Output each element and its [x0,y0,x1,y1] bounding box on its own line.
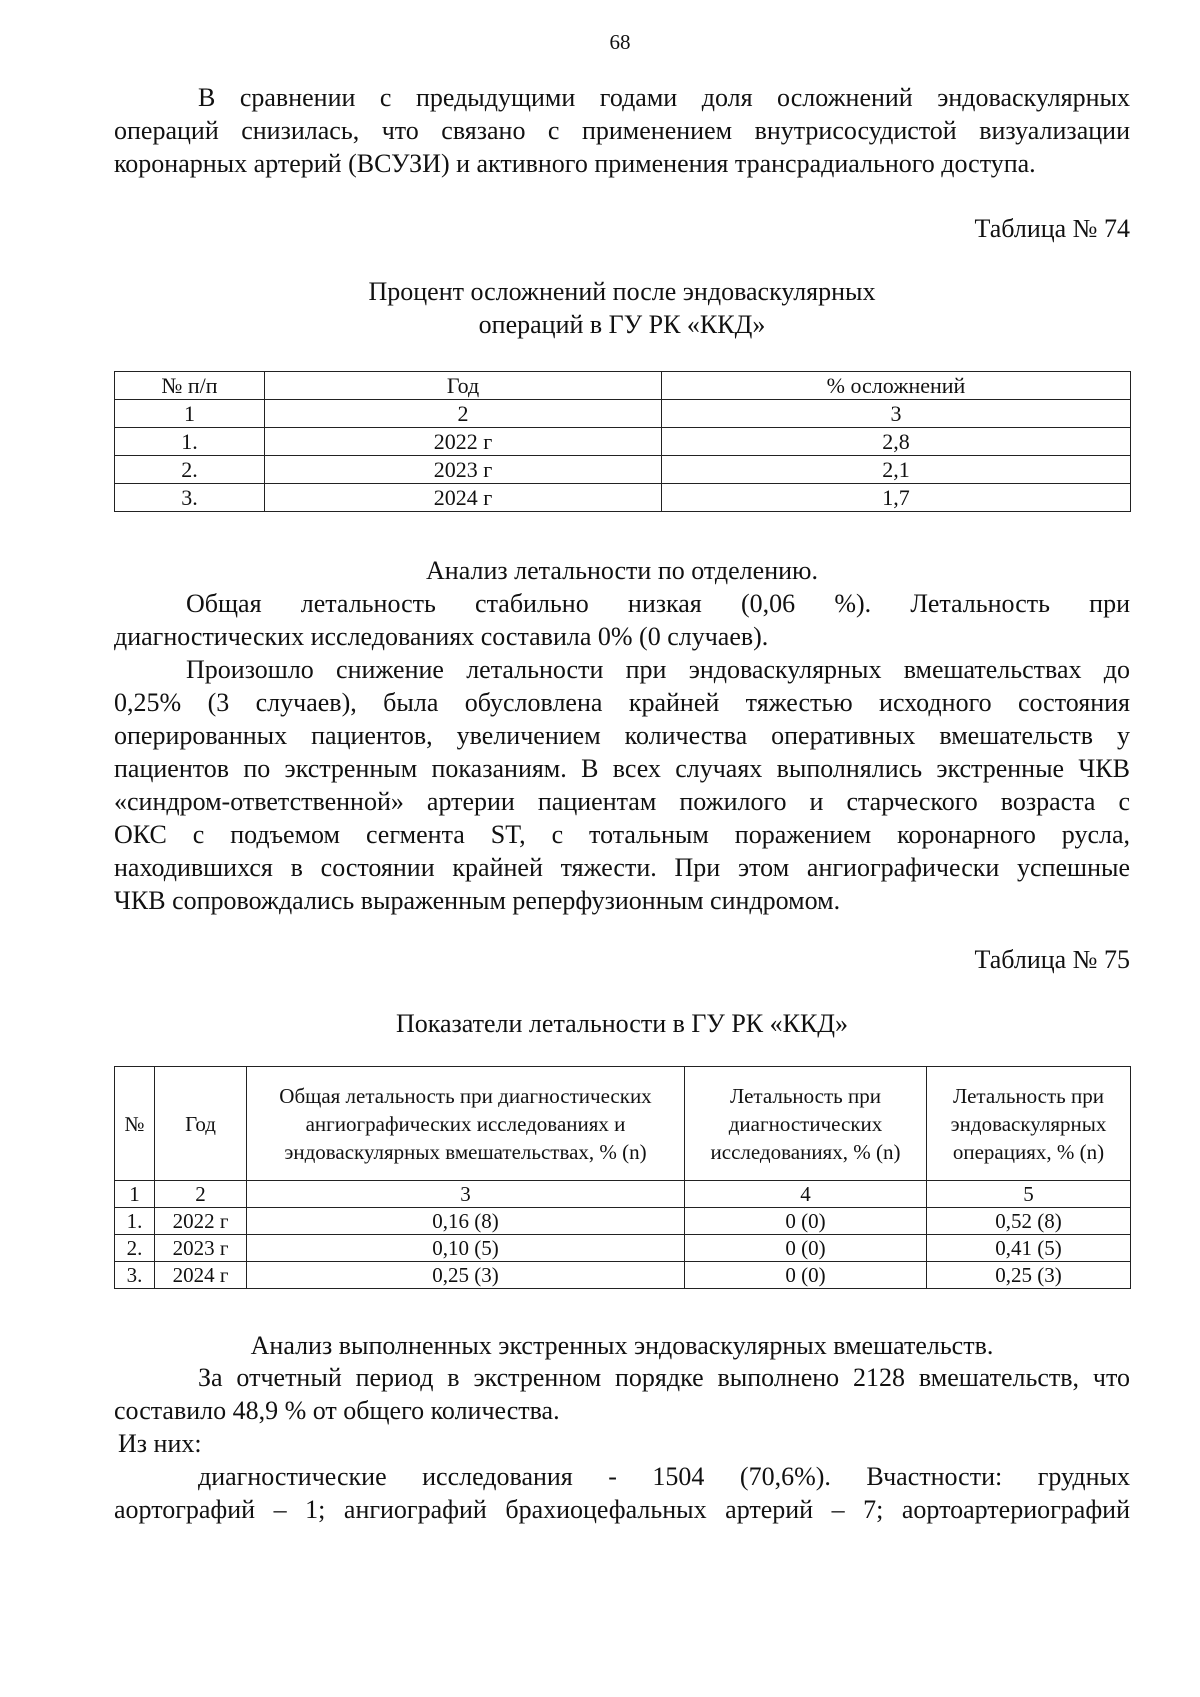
text-line: находившихся в состоянии крайней тяжести. При этом ангиографически успешные [114,853,1130,882]
table-row [115,1235,1131,1262]
table-cell: 2023 г [155,1235,247,1262]
table-74-title [114,275,1130,341]
table-numbering-row [115,400,1131,428]
text-line: ЧКВ сопровождались выраженным реперфузионным синдромом. [114,886,841,915]
table-cell: 2022 г [155,1208,247,1235]
header-cell: % осложнений [662,372,1131,400]
table-74 [114,371,1131,512]
table-cell: 1 [115,1181,155,1208]
mortality-paragraph-1 [114,587,1130,653]
table-cell: 0 (0) [685,1235,927,1262]
header-cell: Общая летальность при диагностических ангиографических исследованиях и эндоваскулярных вмешательствах, % (n) [247,1067,685,1181]
header-cell: № п/п [115,372,265,400]
text-line: ОКС с подъемом сегмента ST, с тотальным поражением коронарного русла, [114,820,1130,849]
table-row [115,1208,1131,1235]
text-line: коронарных артерий (ВСУЗИ) и активного применения трансрадиального доступа. [114,149,1036,178]
mortality-heading: Анализ летальности по отделению. [426,556,818,585]
text-line: В сравнении с предыдущими годами доля осложнений эндоваскулярных [198,83,1130,112]
emergency-paragraph-1 [114,1361,1130,1427]
table-cell: 3. [115,484,265,512]
text-line: 0,25% (3 случаев), была обусловлена крайней тяжестью исходного состояния [114,688,1130,717]
emergency-paragraph-2 [114,1460,1130,1526]
text-line: Общая летальность стабильно низкая (0,06 %). Летальность при [186,589,1130,618]
table-74-label: Таблица № 74 [974,214,1130,243]
table-cell: 2024 г [265,484,662,512]
table-74-title-line: операций в ГУ РК «ККД» [478,310,766,339]
table-cell: 2 [265,400,662,428]
table-cell: 0 (0) [685,1208,927,1235]
table-header-row [115,1067,1131,1181]
emergency-heading: Анализ выполненных экстренных эндоваскулярных вмешательств. [250,1331,994,1360]
header-cell: № [115,1067,155,1181]
table-cell: 1,7 [662,484,1131,512]
text-line: Произошло снижение летальности при эндоваскулярных вмешательствах до [186,655,1130,684]
table-numbering-row [115,1181,1131,1208]
table-cell: 1. [115,428,265,456]
text-line: диагностические исследования - 1504 (70,6%). Вчастности: грудных [198,1462,1130,1491]
table-cell: 3 [247,1181,685,1208]
table-cell: 2,1 [662,456,1131,484]
table-cell: 0,10 (5) [247,1235,685,1262]
table-cell: 2. [115,456,265,484]
table-header-row [115,372,1131,400]
table-75-title: Показатели летальности в ГУ РК «ККД» [395,1009,849,1038]
table-cell: 2022 г [265,428,662,456]
page-number: 68 [609,30,631,54]
table-cell: 4 [685,1181,927,1208]
table-cell: 0,16 (8) [247,1208,685,1235]
from-them-line: Из них: [118,1429,202,1458]
text-line: аортографий – 1; ангиографий брахиоцефальных артерий – 7; аортоартериографий [114,1495,1130,1524]
table-cell: 2. [115,1235,155,1262]
text-line: оперированных пациентов, увеличением количества оперативных вмешательств у [114,721,1130,750]
table-75 [114,1066,1131,1289]
header-cell: Летальность при эндоваскулярных операциях, % (n) [927,1067,1131,1181]
header-cell: Год [155,1067,247,1181]
table-row [115,484,1131,512]
table-cell: 0 (0) [685,1262,927,1289]
table-cell: 5 [927,1181,1131,1208]
table-cell: 0,25 (3) [927,1262,1131,1289]
table-cell: 0,25 (3) [247,1262,685,1289]
header-cell: Летальность при диагностических исследованиях, % (n) [685,1067,927,1181]
table-row [115,456,1131,484]
table-cell: 1 [115,400,265,428]
table-row [115,428,1131,456]
table-row [115,1262,1131,1289]
text-line: операций снизилась, что связано с применением внутрисосудистой визуализации [114,116,1130,145]
table-cell: 3 [662,400,1131,428]
table-cell: 0,52 (8) [927,1208,1131,1235]
table-cell: 1. [115,1208,155,1235]
table-cell: 2,8 [662,428,1131,456]
text-line: составило 48,9 % от общего количества. [114,1396,560,1425]
text-line: «синдром-ответственной» артерии пациентам пожилого и старческого возраста с [114,787,1130,816]
table-cell: 2024 г [155,1262,247,1289]
text-line: пациентов по экстренным показаниям. В всех случаях выполнялись экстренные ЧКВ [114,754,1130,783]
intro-paragraph [114,81,1130,180]
table-cell: 2 [155,1181,247,1208]
mortality-paragraph-2 [114,653,1130,917]
table-cell: 3. [115,1262,155,1289]
table-cell: 0,41 (5) [927,1235,1131,1262]
table-74-title-line: Процент осложнений после эндоваскулярных [368,277,876,306]
text-line: диагностических исследованиях составила 0% (0 случаев). [114,622,769,651]
table-75-label: Таблица № 75 [974,945,1130,974]
table-cell: 2023 г [265,456,662,484]
header-cell: Год [265,372,662,400]
text-line: За отчетный период в экстренном порядке выполнено 2128 вмешательств, что [198,1363,1130,1392]
